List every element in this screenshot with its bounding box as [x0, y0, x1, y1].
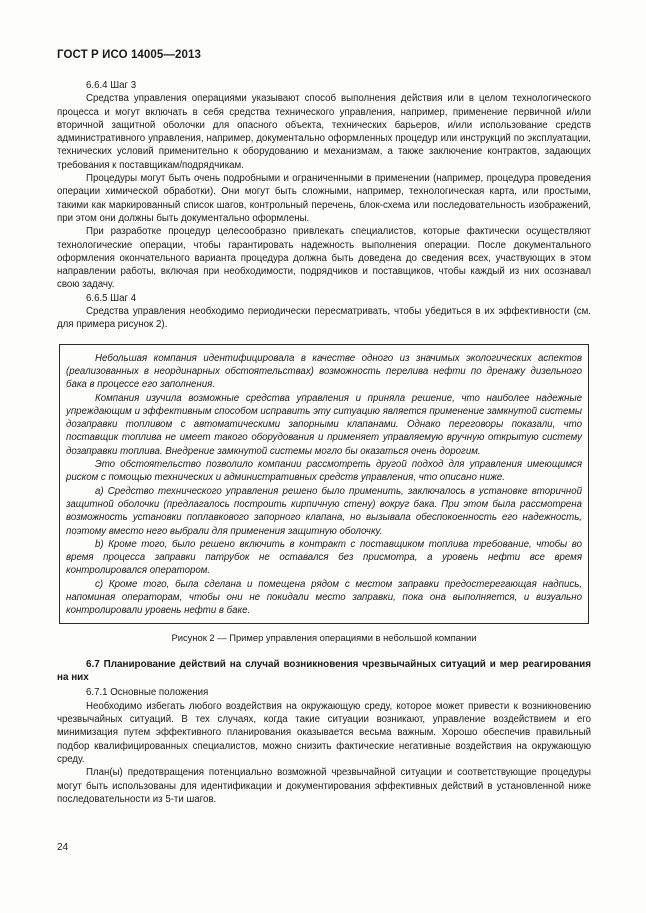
page-content: [57, 79, 591, 806]
figure-paragraph: Это обстоятельство позволило компании рассмотреть другой подход для управления имеющимся риском с помощью технических и административных средств управления, что описано ниже.: [66, 459, 582, 484]
figure-2-box: [59, 344, 589, 624]
step4-heading: 6.6.5 Шаг 4: [86, 292, 137, 304]
step3-paragraph-1: Средства управления операциями указывают способ выполнения действия или в целом технологического процесса и могут включать в себя средства технического управления, например, применение первичной и/или вторичной защитной оболочки для опасного объекта, технических барьеров, и/или использование средств административного управления, например, документально оформленных процедур или инструкций по эксплуатации, технических условий применительно к оборудованию и механизмам, а также заключение контрактов, задающих требования к поставщикам/подрядчикам.: [57, 93, 591, 171]
page-number: 24: [57, 842, 69, 853]
step3-paragraph-2: Процедуры могут быть очень подробными и ограниченными в применении (например, процедура проведения операции химической обработки). Они могут быть сложными, например, технологическая карта, или простыми, такими как маркированный список шагов, контрольный перечень, блок-схема или последовательность изображений, при этом они должны быть документально оформлены.: [57, 173, 591, 224]
standard-header: ГОСТ Р ИСО 14005—2013: [57, 49, 202, 61]
figure-paragraph: b) Кроме того, было решено включить в контракт с поставщиком топлива требование, чтобы во время процесса заправки патрубок не оставался без присмотра, а уровень нефти все время контролировался оператором.: [66, 538, 582, 577]
step3-heading: 6.6.4 Шаг 3: [86, 80, 137, 91]
step4-paragraph-1: Средства управления необходимо периодически пересматривать, чтобы убедиться в их эффективности (см. для примера рисунок 2).: [57, 306, 591, 331]
figure-paragraph: a) Средство технического управления решено было применить, заключалось в установке вторичной защитной оболочки (предлагалось построить кирпичную стену) вокруг бака. При этом была рассмотрена возможность установки поплавкового запорного клапана, но вызывала обеспокоенность его надежность, поэтому вместо него выбрали для применения защитную оболочку.: [66, 485, 582, 537]
figure-paragraph: c) Кроме того, была сделана и помещена рядом с местом заправки предостерегающая надпись, напоминая операторам, чтобы они не покидали место заправки, пока она выполняется, и визуально контролировали уровень нефти в баке.: [66, 578, 582, 617]
figure-2-caption: Рисунок 2 — Пример управления операциями в небольшой компании: [171, 631, 477, 643]
figure-paragraph: Компания изучила возможные средства управления и приняла решение, что наиболее надежные упреждающим и эффективным способом исправить эту ситуацию является применение замкнутой системы дозаправки топливом с автоматическими запорными клапанами. Однако переговоры показали, что поставщик топлива не имеет такого оборудования и применяет управляемую вручную открытую систему дозаправки топлива. Внедрение замкнутой системы могло бы оказаться очень дорогим.: [66, 392, 582, 457]
section-6-7-1-paragraph-2: План(ы) предотвращения потенциально возможной чрезвычайной ситуации и соответствующие процедуры могут быть использованы для идентификации и документирования эффективных действий в установленной ниже последовательности из 5-ти шагов.: [57, 767, 591, 805]
figure-paragraph: Небольшая компания идентифицировала в качестве одного из значимых экологических аспектов (реализованных в неординарных обстоятельствах) возможность перелива нефти по дренажу дизельного бака в процессе его заполнения.: [66, 352, 582, 391]
section-6-7-1-paragraph-1: Необходимо избегать любого воздействия на окружающую среду, которое может привести к возникновению чрезвычайных ситуаций. В тех случаях, когда такие ситуации возникают, управление воздействием и его минимизация путем эффективного планирования оказывается весьма важным. Хорошо обеспечив правильный подбор квалифицированных специалистов, можно снизить фактические негативные воздействия на окружающую среду.: [57, 700, 591, 765]
step3-paragraph-3: При разработке процедур целесообразно привлекать специалистов, которые фактически осуществляют технологические операции, чтобы гарантировать надежность выполнения операции. После документального оформления окончательного варианта процедура должна быть доведена до сведения всех, участвующих в этом направлении работы, включая при необходимости, подрядчиков и поставщиков, чтобы каждый из них осознавал свою задачу.: [57, 226, 591, 291]
section-6-7-title: 6.7 Планирование действий на случай возникновения чрезвычайных ситуаций и мер реагирования на них: [57, 658, 591, 684]
section-6-7-1-heading: 6.7.1 Основные положения: [86, 687, 209, 699]
